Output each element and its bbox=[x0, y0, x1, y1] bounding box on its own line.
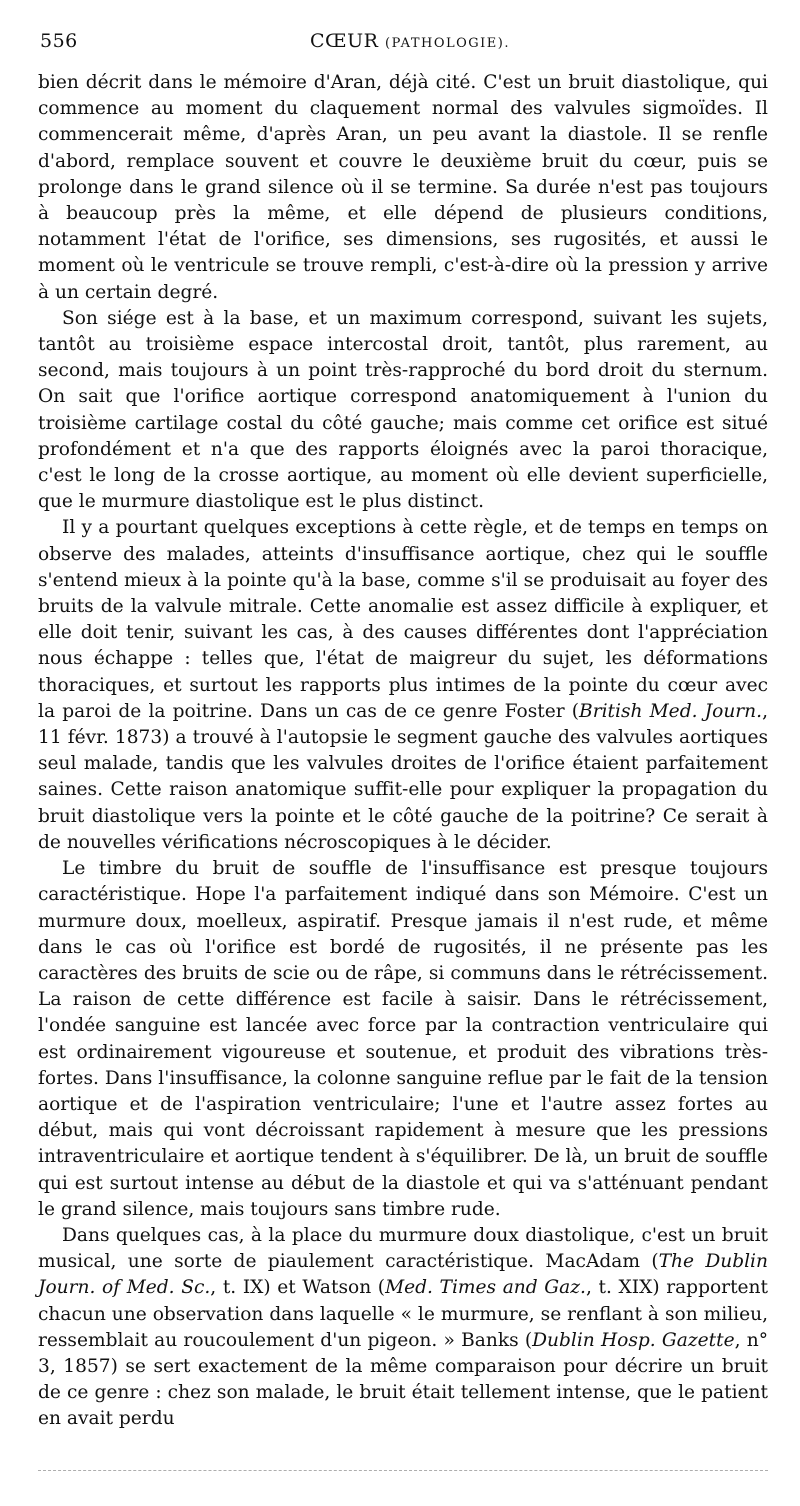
running-header bbox=[38, 30, 768, 54]
page-number: 556 bbox=[40, 30, 78, 52]
citation-title: Med. Times and Gaz. bbox=[385, 1277, 586, 1299]
running-title-main: CŒUR bbox=[310, 30, 379, 52]
paragraph-text: Dans quelques cas, à la place du murmure doux diastolique, c'est un bruit musical, une sorte de piaulement caractéristique. MacAdam ( bbox=[38, 1224, 768, 1273]
footer-rule bbox=[38, 1470, 768, 1471]
paragraph bbox=[38, 515, 768, 856]
paragraph-text: bien décrit dans le mémoire d'Aran, déjà cité. C'est un bruit diastolique, qui commence au moment du claquement normal des valvules sigmoïdes. Il commencerait même, d'après Aran, un peu avant la diastole. Il se renfle d'abord, remplace souvent et couvre le deuxième bruit du cœur, puis se prolonge dans le grand silence où il se termine. Sa durée n'est pas toujours à beaucoup près la même, et elle dépend de plusieurs conditions, notamment l'état de l'orifice, ses dimensions, ses rugosités, et aussi le moment où le ventricule se trouve rempli, c'est-à-dire où la pression y arrive à un certain degré. bbox=[38, 72, 768, 303]
running-title bbox=[310, 30, 510, 52]
running-title-sub: (PATHOLOGIE). bbox=[385, 36, 510, 51]
citation-title: British Med. Journ. bbox=[579, 700, 763, 722]
page bbox=[38, 30, 768, 1433]
paragraph-text: Il y a pourtant quelques exceptions à cette règle, et de temps en temps on observe des malades, atteints d'insuffisance aortique, chez qui le souffle s'entend mieux à la pointe qu'à la base, comme s'il se produisait au foyer des bruits de la valvule mitrale. Cette anomalie est assez difficile à expliquer, et elle doit tenir, suivant les cas, à des causes différentes dont l'appréciation nous échappe : telles que, l'état de maigreur du sujet, les déformations thoraciques, et surtout les rapports plus intimes de la pointe du cœur avec la paroi de la poitrine. Dans un cas de ce genre Foster ( bbox=[38, 517, 768, 722]
paragraph bbox=[38, 1223, 768, 1433]
paragraph-text: , t. IX) et Watson ( bbox=[210, 1277, 386, 1299]
citation-title: Dublin Hosp. Gazette bbox=[532, 1329, 735, 1351]
paragraph bbox=[38, 856, 768, 1223]
paragraph-text: , n° 3, 1857) se sert exactement de la même comparaison pour décrire un bruit de ce genre : chez son malade, le bruit était tellement intense, que le patient en avait perdu bbox=[38, 1329, 768, 1430]
paragraph-text: , 11 févr. 1873) a trouvé à l'autopsie le segment gauche des valvules aortiques seul malade, tandis que les valvules droites de l'orifice étaient parfaitement saines. Cette raison anatomique suffit-elle pour expliquer la propagation du bruit diastolique vers la pointe et le côté gauche de la poitrine? Ce serait à de nouvelles vérifications nécroscopiques à le décider. bbox=[38, 700, 768, 853]
paragraph-text: , t. XIX) rapportent chacun une observation dans laquelle « le murmure, se renflant à son milieu, ressemblait au roucoulement d'un pigeon. » Banks ( bbox=[38, 1277, 768, 1351]
paragraph bbox=[38, 70, 768, 306]
citation-title: The Dublin Journ. of Med. Sc. bbox=[38, 1251, 768, 1299]
paragraph bbox=[38, 306, 768, 516]
paragraph-text: Son siége est à la base, et un maximum correspond, suivant les sujets, tantôt au troisième espace intercostal droit, tantôt, plus rarement, au second, mais toujours à un point très-rapproché du bord droit du sternum. On sait que l'orifice aortique correspond anatomiquement à l'union du troisième cartilage costal du côté gauche; mais comme cet orifice est situé profondément et n'a que des rapports éloignés avec la paroi thoracique, c'est le long de la crosse aortique, au moment où elle devient superficielle, que le murmure diastolique est le plus distinct. bbox=[38, 307, 768, 513]
body-text bbox=[38, 70, 768, 1433]
paragraph-text: Le timbre du bruit de souffle de l'insuffisance est presque toujours caractéristique. Hope l'a parfaitement indiqué dans son Mémoire. C'est un murmure doux, moelleux, aspiratif. Presque jamais il n'est rude, et même dans le cas où l'orifice est bordé de rugosités, il ne présente pas les caractères des bruits de scie ou de râpe, si communs dans le rétrécissement. La raison de cette différence est facile à saisir. Dans le rétrécissement, l'ondée sanguine est lancée avec force par la contraction ventriculaire qui est ordinairement vigoureuse et soutenue, et produit des vibrations très-fortes. Dans l'insuffisance, la colonne sanguine reflue par le fait de la tension aortique et de l'aspiration ventriculaire; l'une et l'autre assez fortes au début, mais qui vont décroissant rapidement à mesure que les pressions intraventriculaire et aortique tendent à s'équilibrer. De là, un bruit de souffle qui est surtout intense au début de la diastole et qui va s'atténuant pendant le grand silence, mais toujours sans timbre rude. bbox=[38, 858, 768, 1220]
